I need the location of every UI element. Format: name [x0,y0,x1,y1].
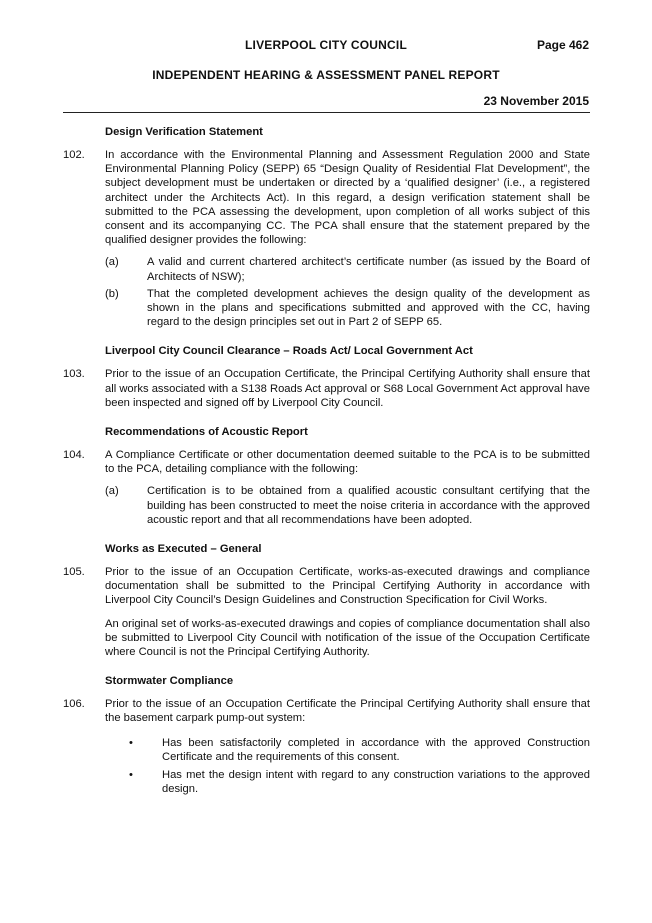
condition-paragraph: In accordance with the Environmental Planning and Assessment Regulation 2000 and State Environmental Planning Policy (SEPP) 65 “Design Quality of Residential Flat Development”, the subject development must be undertaken or directed by a ‘qualified designer’ (i.e., a registered architect under the Architects Act). In this regard, a design verification statement shall be submitted to the PCA assessing the development, upon completion of all works subject of this consent and its accompanying CC. The PCA shall ensure that the statement prepared by the qualified designer provides the following: [105,149,590,247]
section-heading: Recommendations of Acoustic Report [105,426,308,439]
condition-paragraph: An original set of works-as-executed drawings and copies of compliance documentation shall also be submitted to Liverpool City Council with notification of the issue of the Occupation Certificate where Council is not the Principal Certifying Authority. [105,617,590,659]
condition-number: 105. [63,566,85,579]
section-heading: Design Verification Statement [105,126,263,138]
document-body [63,118,590,797]
sub-item-text: A valid and current chartered architect’s certificate number (as issued by the Board of Architects of NSW); [147,256,590,283]
sub-item [105,287,590,330]
condition-item [63,367,590,410]
sub-item [105,484,590,527]
bullet-item [120,736,590,764]
condition-item [63,148,590,329]
condition-paragraph: Prior to the issue of an Occupation Certificate the Principal Certifying Authority shall ensure that the basement carpark pump-out system: [105,698,590,725]
condition-number: 104. [63,449,85,462]
bullet-item [120,768,590,796]
condition-paragraph: Prior to the issue of an Occupation Certificate, the Principal Certifying Authority shall ensure that all works associated with a S138 Roads Act approval or S68 Local Government Act approval have been inspected and signed off by Liverpool City Council. [105,368,590,409]
page-number: Page 462 [536,38,589,52]
condition-number: 106. [63,698,85,711]
condition-item [63,565,590,659]
bullet-icon: • [129,769,133,782]
sub-item-label: (a) [105,485,119,498]
condition-item [63,448,590,527]
sub-item-text: Certification is to be obtained from a qualified acoustic consultant certifying that the building has been constructed to meet the noise criteria in accordance with the approved acoustic report and that all recommendations have been adopted. [147,485,590,526]
section-heading: Works as Executed – General [105,543,262,556]
report-date: 23 November 2015 [483,94,589,108]
council-name: LIVERPOOL CITY COUNCIL [245,38,407,52]
sub-item-text: That the completed development achieves the design quality of the development as shown in the plans and specifications submitted and approved with the CC, having regard to the design principles set out in Part 2 of SEPP 65. [147,287,590,329]
bullet-icon: • [129,736,133,749]
condition-paragraph: A Compliance Certificate or other documentation deemed suitable to the PCA is to be submitted to the PCA, detailing compliance with the following: [105,449,590,476]
section-heading: Liverpool City Council Clearance – Roads Act/ Local Government Act [105,345,473,358]
header-divider [63,112,590,113]
bullet-text: Has been satisfactorily completed in accordance with the approved Construction Certificate and the requirements of this consent. [162,736,590,763]
condition-paragraph: Prior to the issue of an Occupation Certificate, works-as-executed drawings and compliance documentation shall be submitted to the Principal Certifying Authority in accordance with Liverpool City Council’s Design Guidelines and Construction Specification for Civil Works. [105,566,590,607]
sub-item-label: (a) [105,256,119,269]
sub-item-label: (b) [105,287,119,300]
bullet-text: Has met the design intent with regard to any construction variations to the approved design. [162,769,590,796]
condition-number: 102. [63,149,85,161]
condition-number: 103. [63,368,85,381]
section-heading: Stormwater Compliance [105,675,234,688]
sub-item [105,255,590,283]
condition-item [63,697,590,796]
report-title: INDEPENDENT HEARING & ASSESSMENT PANEL REPORT [152,68,500,82]
